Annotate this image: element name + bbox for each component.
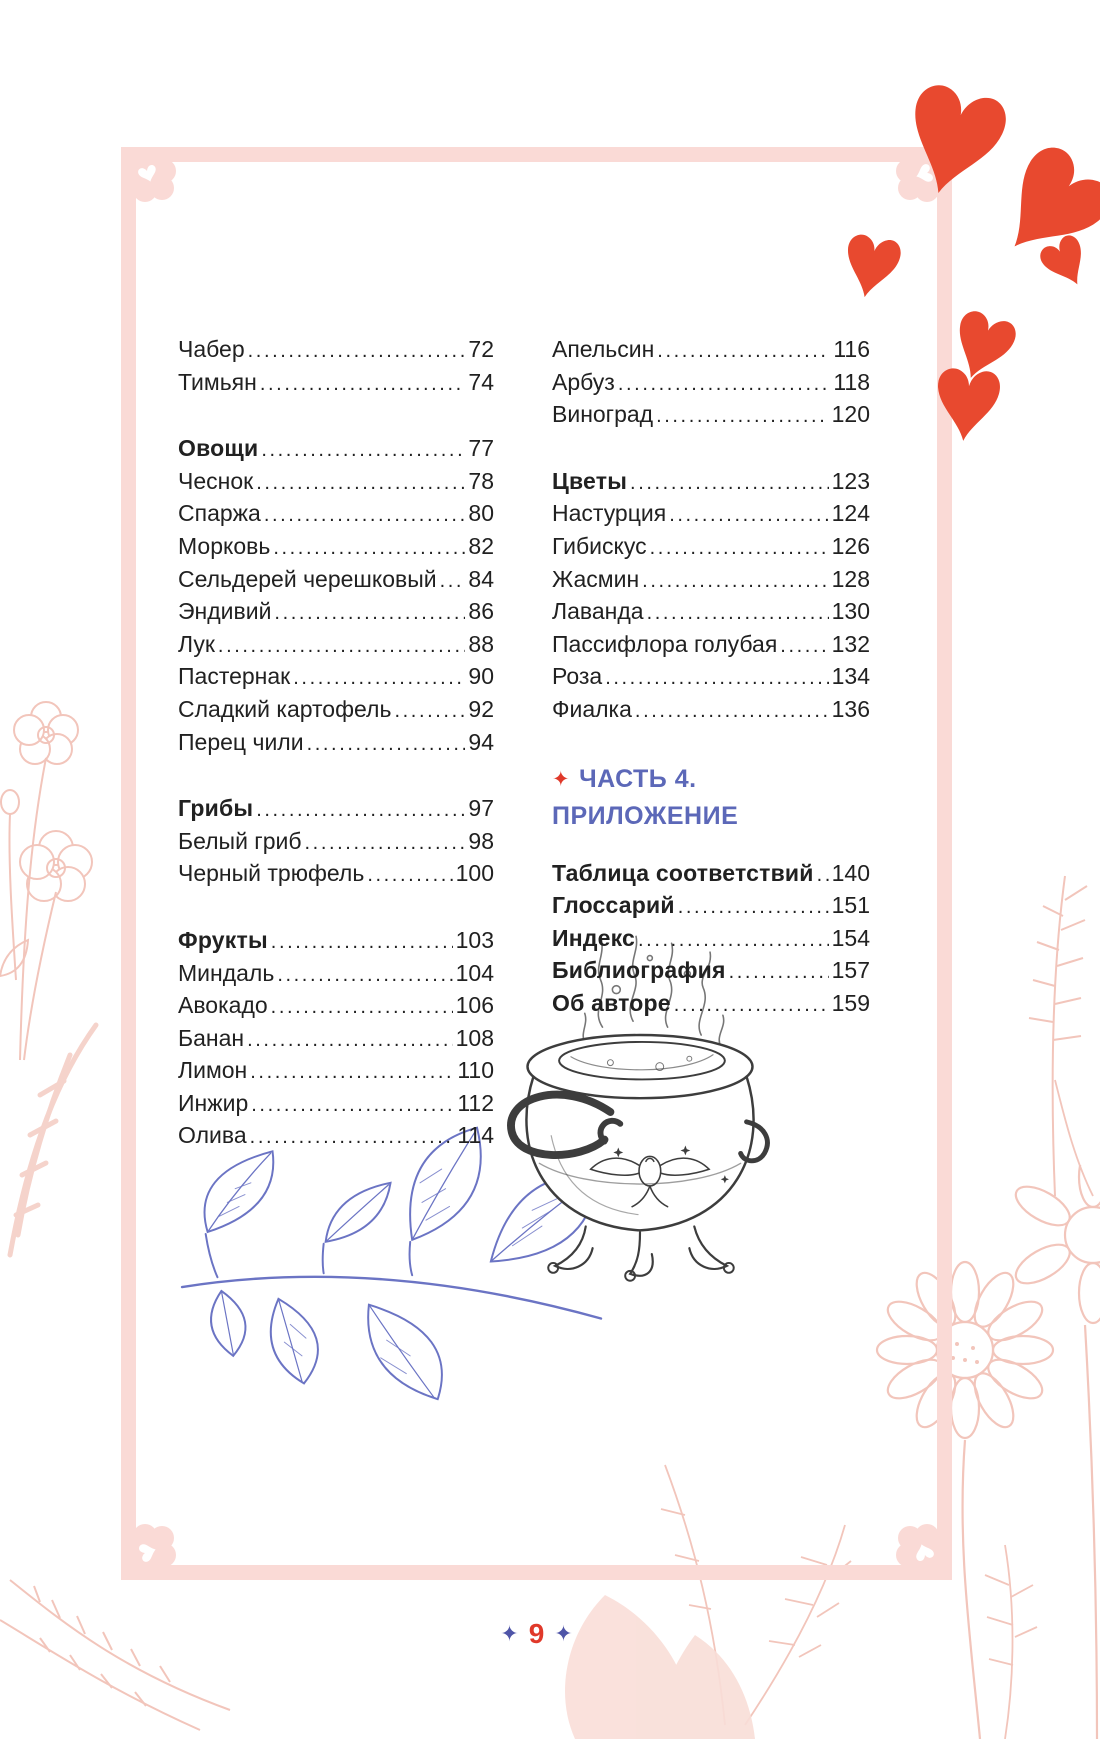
toc-leader-dots: [293, 663, 465, 694]
toc-entry-label: Сладкий картофель: [178, 695, 392, 722]
toc-entry-label: Белый гриб: [178, 827, 302, 854]
toc-entry-page: 94: [468, 728, 494, 755]
toc-entry-page: 123: [831, 467, 870, 494]
toc-entry-label: Пастернак: [178, 663, 291, 690]
toc-entry-page: 126: [831, 532, 870, 559]
toc-group: [552, 466, 870, 727]
toc-leader-dots: [256, 795, 465, 826]
toc-entry-label: Таблица соответствий: [552, 859, 814, 886]
toc-leader-dots: [605, 663, 828, 694]
toc-entry-page: 78: [468, 467, 494, 494]
toc-leader-dots: [256, 468, 465, 499]
toc-leader-dots: [394, 696, 465, 727]
toc-entry-label: Лук: [178, 630, 215, 657]
toc-entry: [552, 596, 870, 629]
toc-entry-label: Глоссарий: [552, 892, 675, 919]
frame-corner-ornament: [135, 161, 181, 207]
toc-entry: [552, 564, 870, 597]
part-heading: [552, 761, 870, 835]
toc-group: [552, 858, 870, 1021]
page-footer: [121, 1618, 952, 1650]
toc-entry-label: Перец чили: [178, 728, 304, 755]
toc-group: [178, 334, 494, 399]
toc-entry-page: 74: [468, 368, 494, 395]
toc-entry-label: Сельдерей черешковый: [178, 565, 437, 592]
toc-entry: [552, 661, 870, 694]
toc-leader-dots: [274, 598, 465, 629]
toc-entry-label: Инжир: [178, 1089, 249, 1116]
frame-corner-ornament: [135, 1519, 181, 1565]
toc-leader-dots: [305, 828, 466, 859]
page-number: 9: [528, 1618, 545, 1649]
toc-entry-label: Эндивий: [178, 598, 272, 625]
toc-entry-label: Фиалка: [552, 695, 632, 722]
toc-entry: [178, 433, 494, 466]
toc-leader-dots: [250, 1057, 454, 1088]
toc-entry-page: 106: [455, 992, 494, 1019]
toc-entry-page: 112: [457, 1089, 494, 1116]
toc-entry-label: Настурция: [552, 500, 667, 527]
toc-entry-page: 84: [468, 565, 494, 592]
toc-leader-dots: [307, 729, 466, 760]
part-heading-line2: ПРИЛОЖЕНИЕ: [552, 801, 739, 830]
toc-entry: [552, 988, 870, 1021]
toc-entry: [552, 399, 870, 432]
toc-entry-label: Цветы: [552, 467, 628, 494]
toc-group: [178, 793, 494, 891]
toc-entry-page: 88: [468, 630, 494, 657]
toc-entry-page: 92: [468, 695, 494, 722]
toc-entry: [552, 531, 870, 564]
buttercup-floral-sketch: [0, 640, 116, 1070]
toc-entry: [178, 694, 494, 727]
toc-leader-dots: [635, 696, 829, 727]
four-point-star-icon: ✦: [554, 1621, 573, 1646]
toc-leader-dots: [273, 533, 465, 564]
toc-entry-label: Спаржа: [178, 500, 261, 527]
toc-entry-label: Индекс: [552, 924, 636, 951]
toc-entry-label: Фрукты: [178, 926, 268, 953]
toc-entry: [178, 334, 494, 367]
toc-entry-label: Миндаль: [178, 959, 275, 986]
toc-entry-page: 159: [831, 989, 870, 1016]
toc-column-left: [178, 334, 494, 1153]
toc-leader-dots: [638, 925, 829, 956]
toc-entry-page: 97: [468, 795, 494, 822]
toc-leader-dots: [657, 336, 830, 367]
toc-entry-label: Гибискус: [552, 532, 647, 559]
toc-entry: [552, 890, 870, 923]
toc-entry: [178, 990, 494, 1023]
part-heading-text: ЧАСТЬ 4.: [579, 764, 697, 793]
toc-entry: [552, 367, 870, 400]
toc-entry: [552, 955, 870, 988]
toc-leader-dots: [247, 1025, 453, 1056]
toc-leader-dots: [218, 631, 465, 662]
toc-entry-label: Чабер: [178, 336, 245, 362]
grass-spike-sketch: [1005, 870, 1100, 1200]
toc-entry-page: 104: [455, 959, 494, 986]
toc-entry-page: 80: [468, 500, 494, 527]
toc-leader-dots: [678, 892, 829, 923]
toc-entry-label: Банан: [178, 1024, 245, 1051]
toc-entry-page: 157: [831, 957, 870, 984]
toc-entry: [178, 596, 494, 629]
sketchy-stems-floral: [0, 1015, 130, 1265]
toc-entry-page: 77: [468, 435, 494, 462]
toc-entry-page: 132: [831, 630, 870, 657]
toc-entry: [552, 334, 870, 367]
toc-entry-page: 103: [455, 926, 494, 953]
toc-entry-page: 98: [468, 827, 494, 854]
part-heading-line1: [552, 761, 870, 798]
toc-entry: [552, 858, 870, 891]
toc-entry-page: 154: [831, 924, 870, 951]
toc-leader-dots: [367, 860, 452, 891]
toc-entry-label: Апельсин: [552, 336, 655, 362]
toc-entry-label: Чеснок: [178, 467, 254, 494]
toc-entry-page: 90: [468, 663, 494, 690]
toc-entry: [552, 466, 870, 499]
toc-entry: [178, 564, 494, 597]
toc-group: [552, 334, 870, 432]
toc-entry-label: Авокадо: [178, 992, 268, 1019]
toc-entry-page: 72: [468, 336, 494, 362]
toc-entry-label: Арбуз: [552, 368, 615, 395]
toc-entry-page: 136: [831, 695, 870, 722]
toc-entry: [178, 466, 494, 499]
toc-entry-label: Роза: [552, 663, 603, 690]
toc-entry: [552, 498, 870, 531]
toc-entry-label: Грибы: [178, 795, 254, 822]
toc-entry: [178, 958, 494, 991]
toc-entry-page: 134: [831, 663, 870, 690]
toc-entry-label: Виноград: [552, 401, 654, 428]
toc-leader-dots: [250, 1122, 455, 1153]
toc-entry-page: 86: [468, 598, 494, 625]
toc-entry: [178, 1120, 494, 1153]
toc-leader-dots: [440, 566, 466, 597]
toc-leader-dots: [674, 990, 829, 1021]
toc-entry-label: Тимьян: [178, 368, 257, 395]
toc-entry: [178, 629, 494, 662]
toc-entry-label: Об авторе: [552, 989, 671, 1016]
toc-entry: [552, 629, 870, 662]
toc-group: [178, 925, 494, 1153]
toc-entry-page: 118: [833, 368, 870, 395]
toc-group: [178, 433, 494, 759]
toc-entry: [178, 1088, 494, 1121]
toc-leader-dots: [729, 957, 829, 988]
toc-leader-dots: [642, 566, 828, 597]
toc-leader-dots: [264, 500, 466, 531]
toc-leader-dots: [271, 927, 453, 958]
toc-entry-page: 82: [468, 532, 494, 559]
toc-entry: [178, 531, 494, 564]
toc-entry: [178, 498, 494, 531]
toc-entry-label: Черный трюфель: [178, 860, 365, 887]
toc-entry: [178, 858, 494, 891]
toc-leader-dots: [260, 369, 466, 400]
toc-entry: [552, 923, 870, 956]
toc-entry: [178, 826, 494, 859]
toc-leader-dots: [277, 960, 452, 991]
toc-entry-label: Овощи: [178, 435, 259, 462]
toc-leader-dots: [647, 598, 829, 629]
toc-entry-label: Олива: [178, 1122, 247, 1149]
toc-entry-page: 120: [831, 401, 870, 428]
toc-leader-dots: [630, 468, 829, 499]
toc-entry-page: 130: [831, 598, 870, 625]
toc-leader-dots: [669, 500, 828, 531]
toc-leader-dots: [271, 992, 453, 1023]
toc-leader-dots: [618, 369, 830, 400]
toc-entry-page: 140: [831, 859, 870, 886]
toc-entry: [178, 1055, 494, 1088]
toc-entry-page: 110: [457, 1057, 494, 1084]
toc-leader-dots: [650, 533, 829, 564]
toc-entry-label: Лаванда: [552, 598, 644, 625]
toc-entry-label: Морковь: [178, 532, 271, 559]
toc-entry-page: 116: [833, 336, 870, 362]
toc-entry-page: 100: [455, 860, 494, 887]
toc-entry-page: 124: [831, 500, 870, 527]
frame-corner-ornament: [891, 1519, 937, 1565]
toc-entry-page: 128: [831, 565, 870, 592]
four-point-star-icon: ✦: [500, 1621, 519, 1646]
toc-entry: [178, 793, 494, 826]
toc-leader-dots: [780, 631, 828, 662]
four-point-star-icon: ✦: [552, 767, 571, 791]
toc-entry: [178, 925, 494, 958]
toc-column-right: [552, 334, 870, 1021]
toc-entry-label: Жасмин: [552, 565, 640, 592]
toc-leader-dots: [248, 336, 466, 367]
toc-leader-dots: [817, 860, 829, 891]
toc-entry: [178, 661, 494, 694]
toc-leader-dots: [261, 435, 465, 466]
toc-entry-page: 108: [455, 1024, 494, 1051]
toc-entry: [178, 727, 494, 760]
toc-group: [552, 761, 870, 835]
heart-icon: [928, 357, 1005, 454]
toc-entry-page: 114: [457, 1122, 494, 1149]
toc-leader-dots: [251, 1090, 454, 1121]
toc-entry-page: 151: [831, 892, 870, 919]
toc-leader-dots: [656, 401, 829, 432]
toc-entry-label: Библиография: [552, 957, 726, 984]
toc-entry-label: Пассифлора голубая: [552, 630, 778, 657]
toc-entry: [552, 694, 870, 727]
toc-entry-label: Лимон: [178, 1057, 248, 1084]
toc-entry: [178, 1023, 494, 1056]
toc-entry: [178, 367, 494, 400]
